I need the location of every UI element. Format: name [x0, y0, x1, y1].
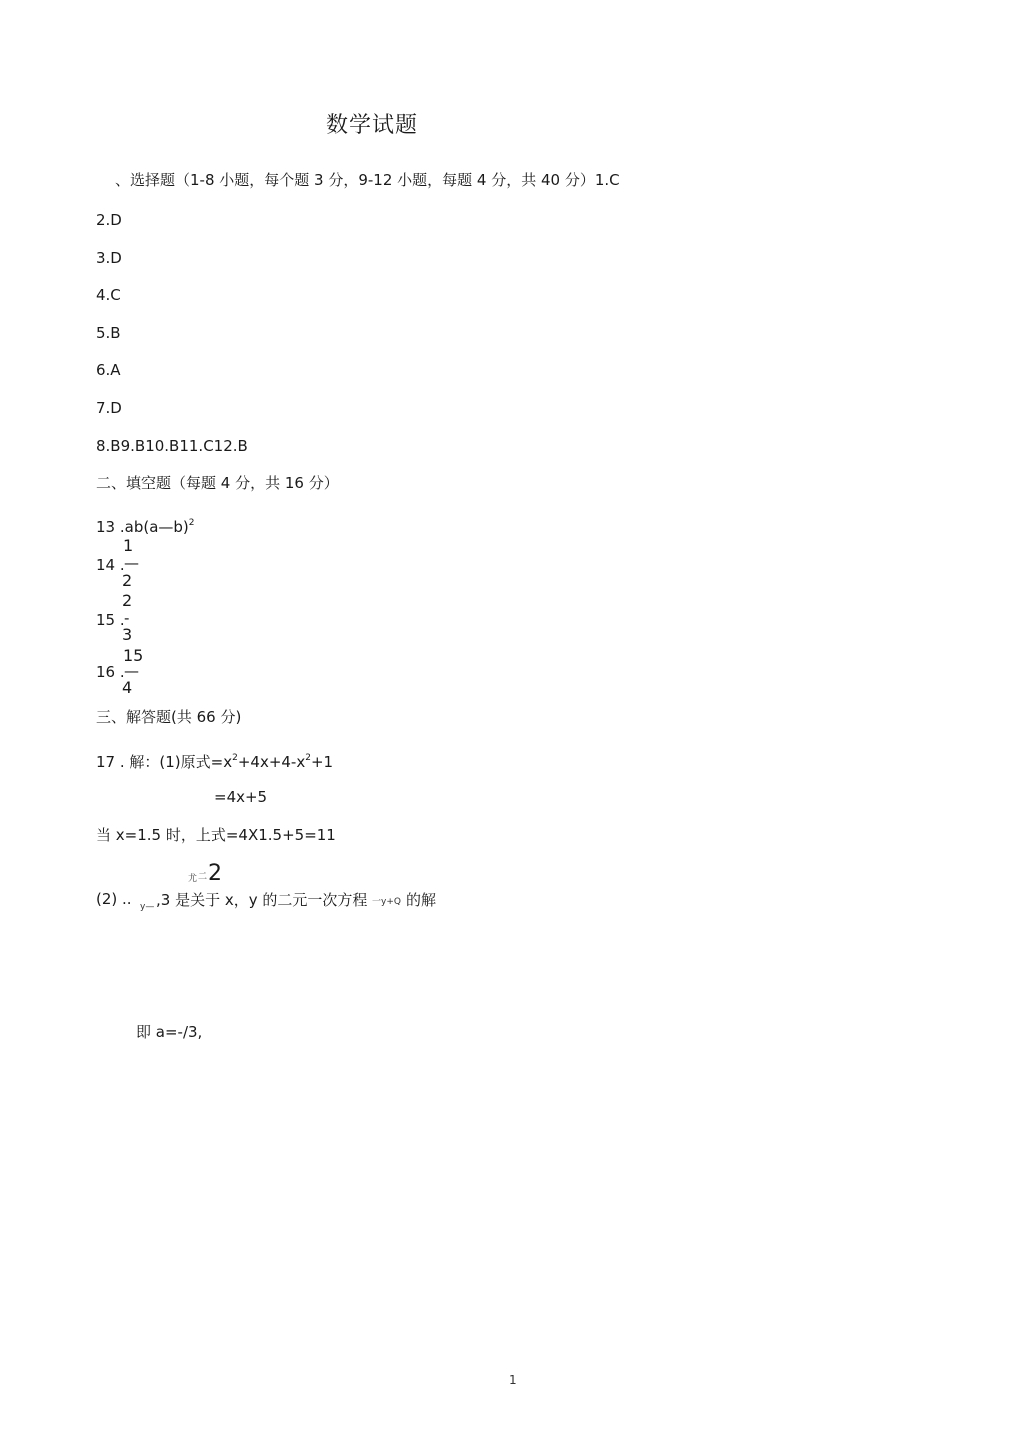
answer-4: 4.C — [96, 286, 121, 304]
q16-label: 16 . — [96, 663, 125, 681]
answer-2: 2.D — [96, 211, 122, 229]
q13-answer — [96, 514, 195, 536]
q16-numerator: 15 — [123, 646, 144, 665]
q17-part2-result: 即 a=-/3, — [136, 1023, 203, 1041]
q13-exponent: 2 — [188, 518, 195, 528]
q14-label: 14 . — [96, 556, 125, 574]
q17-exponent-1: 2 — [232, 753, 238, 763]
q17-part2-small-y: y— — [140, 902, 155, 912]
q17-line1-part-a: 17 . 解：(1)原式=x — [96, 753, 233, 771]
q15-denominator: 3 — [122, 625, 133, 644]
answer-8-12: 8.B9.B10.B11.C12.B — [96, 437, 248, 455]
q13-label: 13 .ab(a—b) — [96, 518, 189, 536]
section1-heading: 、选择题（1-8 小题，每个题 3 分，9-12 小题，每题 4 分，共 40 分）1.C — [115, 171, 620, 189]
q17-part2-prefix: (2) .. — [96, 890, 132, 908]
section2-heading: 二、填空题（每题 4 分，共 16 分） — [96, 474, 339, 492]
section3-heading: 三、解答题(共 66 分) — [96, 708, 242, 726]
page-number: 1 — [509, 1373, 517, 1387]
q17-part2-text: ,3 是关于 x，y 的二元一次方程 — [156, 891, 368, 909]
q17-line1-part-b: +4x+4-x — [237, 753, 306, 771]
q17-part2-suffix: 的解 — [406, 891, 437, 909]
q17-exponent-2: 2 — [305, 753, 311, 763]
q16-fraction-bar: — — [124, 662, 139, 680]
q15-numerator: 2 — [122, 591, 133, 610]
q15-label: 15 . — [96, 611, 125, 629]
q15-fraction-bar: - — [124, 609, 130, 627]
q17-line2: =4x+5 — [214, 788, 268, 806]
q14-numerator: 1 — [123, 536, 134, 555]
answer-7: 7.D — [96, 399, 122, 417]
q16-denominator: 4 — [122, 678, 133, 697]
page-title: 数学试题 — [326, 113, 419, 138]
q17-part2-small-eq: 一y+Q — [372, 897, 401, 907]
q17-line3: 当 x=1.5 时，上式=4X1.5+5=11 — [96, 826, 336, 844]
answer-5: 5.B — [96, 324, 121, 342]
q17-part2-small-top: 尤 — [188, 874, 198, 884]
q14-fraction-bar: — — [124, 554, 139, 572]
q17-part2-small-top2: 二 — [198, 872, 208, 882]
q17-part2-big-2: 2 — [208, 861, 222, 886]
q17-line1-part-c: +1 — [310, 753, 334, 771]
q17-line1 — [96, 749, 333, 771]
answer-3: 3.D — [96, 249, 122, 267]
q14-denominator: 2 — [122, 571, 133, 590]
answer-6: 6.A — [96, 361, 121, 379]
